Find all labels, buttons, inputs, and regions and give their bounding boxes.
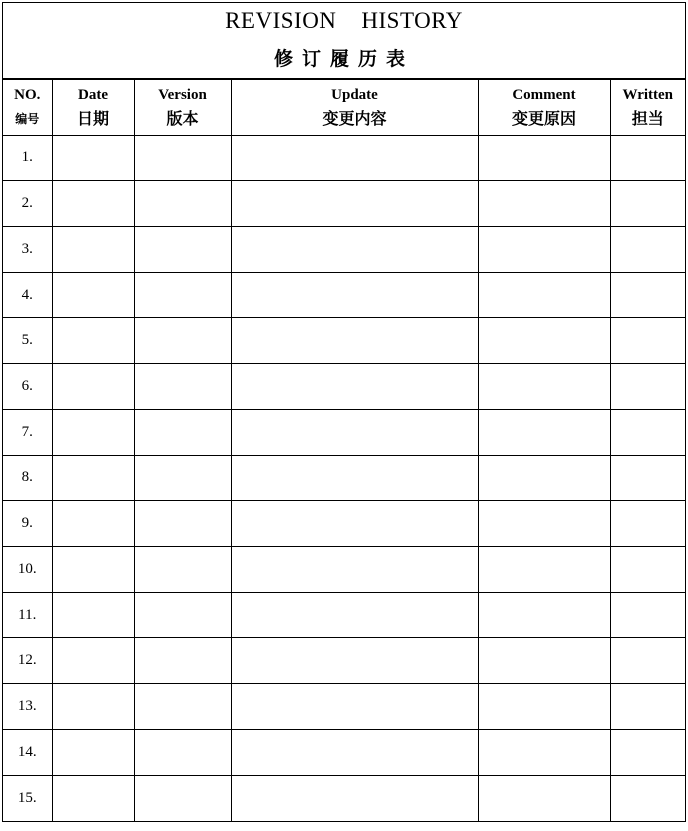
row-number: 7. bbox=[3, 409, 52, 455]
header-version bbox=[134, 80, 231, 135]
cell-written[interactable] bbox=[610, 501, 685, 547]
cell-update[interactable] bbox=[231, 272, 478, 318]
cell-date[interactable] bbox=[52, 501, 134, 547]
cell-date[interactable] bbox=[52, 135, 134, 181]
cell-update[interactable] bbox=[231, 181, 478, 227]
cell-date[interactable] bbox=[52, 592, 134, 638]
cell-comment[interactable] bbox=[478, 546, 610, 592]
cell-date[interactable] bbox=[52, 546, 134, 592]
row-number: 11. bbox=[3, 592, 52, 638]
table-row bbox=[3, 455, 685, 501]
cell-comment[interactable] bbox=[478, 409, 610, 455]
cell-version[interactable] bbox=[134, 364, 231, 410]
table-row bbox=[3, 546, 685, 592]
cell-version[interactable] bbox=[134, 181, 231, 227]
table-row bbox=[3, 364, 685, 410]
cell-update[interactable] bbox=[231, 775, 478, 821]
cell-update[interactable] bbox=[231, 364, 478, 410]
cell-date[interactable] bbox=[52, 729, 134, 775]
cell-comment[interactable] bbox=[478, 729, 610, 775]
title-block bbox=[3, 3, 685, 80]
header-label-cn: 变更原因 bbox=[511, 108, 576, 128]
header-label-cn: 担当 bbox=[631, 108, 664, 128]
header-label-cn: 版本 bbox=[166, 108, 199, 128]
cell-version[interactable] bbox=[134, 272, 231, 318]
cell-version[interactable] bbox=[134, 501, 231, 547]
table-row bbox=[3, 181, 685, 227]
cell-written[interactable] bbox=[610, 364, 685, 410]
table-row bbox=[3, 592, 685, 638]
cell-date[interactable] bbox=[52, 455, 134, 501]
cell-update[interactable] bbox=[231, 455, 478, 501]
cell-comment[interactable] bbox=[478, 775, 610, 821]
cell-version[interactable] bbox=[134, 135, 231, 181]
revision-table bbox=[3, 80, 685, 821]
cell-written[interactable] bbox=[610, 546, 685, 592]
cell-update[interactable] bbox=[231, 226, 478, 272]
row-number: 15. bbox=[3, 775, 52, 821]
header-label-cn: 日期 bbox=[76, 108, 109, 128]
row-number: 12. bbox=[3, 638, 52, 684]
header-written bbox=[610, 80, 685, 135]
cell-written[interactable] bbox=[610, 318, 685, 364]
header-label-cn: 变更内容 bbox=[322, 108, 387, 128]
table-row bbox=[3, 775, 685, 821]
cell-date[interactable] bbox=[52, 226, 134, 272]
header-label-en: NO. bbox=[14, 86, 41, 103]
cell-version[interactable] bbox=[134, 409, 231, 455]
table-row bbox=[3, 638, 685, 684]
table-row bbox=[3, 501, 685, 547]
cell-comment[interactable] bbox=[478, 135, 610, 181]
cell-written[interactable] bbox=[610, 181, 685, 227]
cell-comment[interactable] bbox=[478, 501, 610, 547]
header-no bbox=[3, 80, 52, 135]
title-chinese: 修订履历表 bbox=[273, 48, 414, 70]
row-number: 4. bbox=[3, 272, 52, 318]
cell-written[interactable] bbox=[610, 455, 685, 501]
header-label-cn: 编号 bbox=[15, 111, 40, 126]
header-row bbox=[3, 80, 685, 135]
cell-date[interactable] bbox=[52, 272, 134, 318]
cell-update[interactable] bbox=[231, 546, 478, 592]
row-number: 2. bbox=[3, 181, 52, 227]
cell-written[interactable] bbox=[610, 775, 685, 821]
row-number: 8. bbox=[3, 455, 52, 501]
cell-version[interactable] bbox=[134, 546, 231, 592]
cell-date[interactable] bbox=[52, 181, 134, 227]
cell-comment[interactable] bbox=[478, 684, 610, 730]
cell-version[interactable] bbox=[134, 592, 231, 638]
cell-date[interactable] bbox=[52, 318, 134, 364]
cell-comment[interactable] bbox=[478, 592, 610, 638]
cell-date[interactable] bbox=[52, 409, 134, 455]
cell-comment[interactable] bbox=[478, 272, 610, 318]
cell-update[interactable] bbox=[231, 409, 478, 455]
header-label-en: Update bbox=[331, 86, 378, 103]
header-label-en: Written bbox=[622, 86, 674, 103]
row-number: 6. bbox=[3, 364, 52, 410]
cell-written[interactable] bbox=[610, 272, 685, 318]
table-row bbox=[3, 318, 685, 364]
cell-date[interactable] bbox=[52, 684, 134, 730]
header-label-en: Version bbox=[158, 86, 207, 103]
cell-version[interactable] bbox=[134, 775, 231, 821]
table-row bbox=[3, 729, 685, 775]
cell-update[interactable] bbox=[231, 318, 478, 364]
cell-update[interactable] bbox=[231, 135, 478, 181]
cell-version[interactable] bbox=[134, 455, 231, 501]
cell-comment[interactable] bbox=[478, 364, 610, 410]
cell-date[interactable] bbox=[52, 638, 134, 684]
revision-rows bbox=[3, 135, 685, 821]
cell-version[interactable] bbox=[134, 638, 231, 684]
header-date bbox=[52, 80, 134, 135]
cell-written[interactable] bbox=[610, 226, 685, 272]
cell-version[interactable] bbox=[134, 318, 231, 364]
table-row bbox=[3, 684, 685, 730]
table-row bbox=[3, 272, 685, 318]
cell-comment[interactable] bbox=[478, 318, 610, 364]
document-frame bbox=[2, 2, 686, 822]
cell-comment[interactable] bbox=[478, 226, 610, 272]
cell-written[interactable] bbox=[610, 409, 685, 455]
header-label-en: Date bbox=[78, 86, 108, 103]
cell-written[interactable] bbox=[610, 135, 685, 181]
cell-comment[interactable] bbox=[478, 638, 610, 684]
cell-written[interactable] bbox=[610, 684, 685, 730]
row-number: 3. bbox=[3, 226, 52, 272]
row-number: 13. bbox=[3, 684, 52, 730]
row-number: 14. bbox=[3, 729, 52, 775]
cell-update[interactable] bbox=[231, 638, 478, 684]
row-number: 10. bbox=[3, 546, 52, 592]
cell-update[interactable] bbox=[231, 684, 478, 730]
cell-comment[interactable] bbox=[478, 455, 610, 501]
table-row bbox=[3, 135, 685, 181]
row-number: 5. bbox=[3, 318, 52, 364]
cell-written[interactable] bbox=[610, 638, 685, 684]
row-number: 9. bbox=[3, 501, 52, 547]
cell-comment[interactable] bbox=[478, 181, 610, 227]
cell-written[interactable] bbox=[610, 592, 685, 638]
table-row bbox=[3, 226, 685, 272]
header-update bbox=[231, 80, 478, 135]
cell-update[interactable] bbox=[231, 501, 478, 547]
cell-version[interactable] bbox=[134, 729, 231, 775]
table-row bbox=[3, 409, 685, 455]
header-comment bbox=[478, 80, 610, 135]
cell-written[interactable] bbox=[610, 729, 685, 775]
cell-update[interactable] bbox=[231, 729, 478, 775]
cell-date[interactable] bbox=[52, 775, 134, 821]
header-label-en: Comment bbox=[512, 86, 576, 103]
cell-version[interactable] bbox=[134, 226, 231, 272]
cell-version[interactable] bbox=[134, 684, 231, 730]
cell-update[interactable] bbox=[231, 592, 478, 638]
title-english: REVISION HISTORY bbox=[225, 8, 463, 33]
row-number: 1. bbox=[3, 135, 52, 181]
cell-date[interactable] bbox=[52, 364, 134, 410]
